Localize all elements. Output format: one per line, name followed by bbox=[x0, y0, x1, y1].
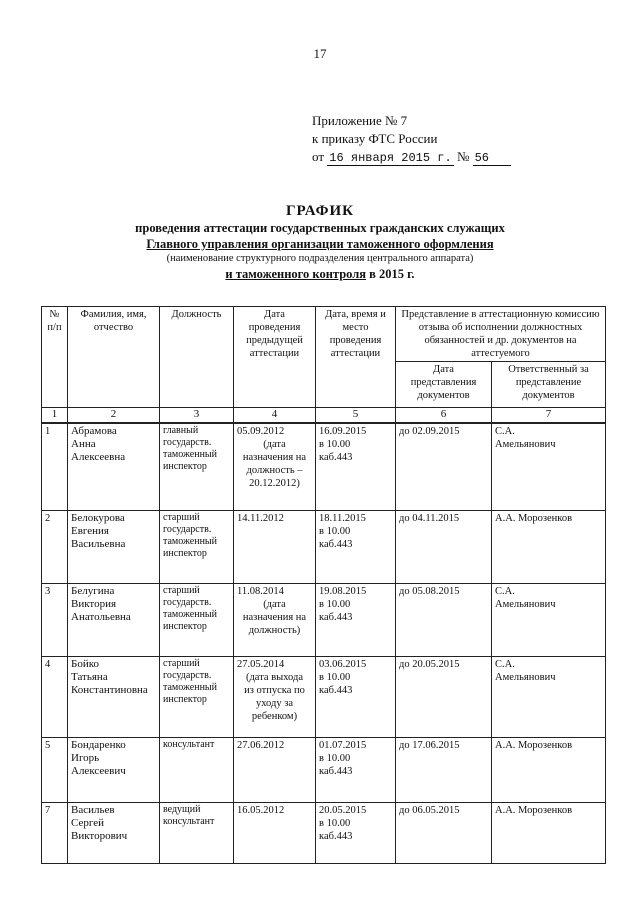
table-row bbox=[42, 803, 606, 864]
employee-position bbox=[160, 803, 234, 864]
column-number-cell: 6 bbox=[396, 408, 492, 424]
employee-name-line: Алексеевич bbox=[71, 765, 126, 777]
employee-position-line: старший bbox=[163, 512, 200, 523]
column-number-cell: 3 bbox=[160, 408, 234, 424]
employee-position bbox=[160, 423, 234, 511]
employee-position-line: главный bbox=[163, 425, 199, 436]
attestation-date-place-line: каб.443 bbox=[319, 831, 353, 842]
previous-attestation-line: 27.06.2012 bbox=[237, 740, 285, 751]
header-datetime-place: Дата, время и место проведения аттестации bbox=[316, 307, 396, 408]
documents-deadline: до 06.05.2015 bbox=[396, 803, 492, 864]
attestation-date-place bbox=[316, 584, 396, 657]
page-number: 17 bbox=[313, 46, 327, 61]
responsible-person bbox=[492, 584, 606, 657]
appendix-line2: к приказу ФТС России bbox=[312, 131, 438, 146]
employee-name-line: Игорь bbox=[71, 752, 100, 764]
responsible-person-line: Амельянович bbox=[495, 672, 556, 683]
previous-attestation-line: (дата bbox=[263, 599, 286, 610]
responsible-person-line: Амельянович bbox=[495, 439, 556, 450]
employee-position-line: государств. bbox=[163, 524, 212, 535]
employee-position bbox=[160, 657, 234, 738]
employee-position-line: таможенный bbox=[163, 682, 217, 693]
employee-name bbox=[68, 738, 160, 803]
previous-attestation-line: назначения на bbox=[242, 612, 307, 623]
responsible-person-line: А.А. Морозенков bbox=[495, 513, 573, 524]
previous-attestation-line: из отпуска по bbox=[244, 685, 305, 696]
employee-name-line: Абрамова bbox=[71, 425, 117, 437]
employee-position bbox=[160, 511, 234, 584]
documents-deadline: до 02.09.2015 bbox=[396, 423, 492, 511]
documents-deadline: до 04.11.2015 bbox=[396, 511, 492, 584]
previous-attestation bbox=[234, 803, 316, 864]
appendix-from-label: от bbox=[312, 149, 325, 164]
appendix-number-label: № bbox=[456, 149, 470, 164]
row-number: 3 bbox=[42, 584, 68, 657]
employee-position-line: государств. bbox=[163, 437, 212, 448]
appendix-line1: Приложение № 7 bbox=[312, 113, 408, 128]
employee-name-line: Константиновна bbox=[71, 684, 148, 696]
appendix-date: 16 января 2015 г. bbox=[329, 151, 452, 165]
previous-attestation-line: 20.12.2012) bbox=[249, 478, 300, 489]
employee-name-line: Белокурова bbox=[71, 512, 125, 524]
attestation-date-place-line: 20.05.2015 bbox=[319, 805, 367, 816]
previous-attestation-line: 14.11.2012 bbox=[237, 513, 284, 524]
employee-name bbox=[68, 511, 160, 584]
header-name: Фамилия, имя, отчество bbox=[68, 307, 160, 408]
previous-attestation-line: (дата bbox=[263, 439, 286, 450]
column-number-cell: 5 bbox=[316, 408, 396, 424]
employee-position-line: инспектор bbox=[163, 548, 207, 559]
employee-position-line: таможенный bbox=[163, 536, 217, 547]
title-line4-part2: в 2015 г. bbox=[366, 267, 415, 281]
employee-position-line: ведущий bbox=[163, 804, 201, 815]
column-number-cell: 7 bbox=[492, 408, 606, 424]
previous-attestation-line: назначения на bbox=[242, 452, 307, 463]
previous-attestation bbox=[234, 584, 316, 657]
employee-name-line: Васильев bbox=[71, 804, 115, 816]
employee-name-line: Алексеевна bbox=[71, 451, 126, 463]
title-heading: ГРАФИК bbox=[285, 203, 355, 219]
header-num: № п/п bbox=[42, 307, 68, 408]
column-number-cell: 1 bbox=[42, 408, 68, 424]
employee-position-line: инспектор bbox=[163, 461, 207, 472]
employee-position bbox=[160, 584, 234, 657]
column-number-cell: 2 bbox=[68, 408, 160, 424]
employee-position-line: старший bbox=[163, 585, 200, 596]
attestation-date-place bbox=[316, 511, 396, 584]
previous-attestation-line: 27.05.2014 bbox=[237, 659, 285, 670]
responsible-person-line: С.А. bbox=[495, 659, 515, 670]
attestation-date-place-line: 18.11.2015 bbox=[319, 513, 366, 524]
previous-attestation-line: 16.05.2012 bbox=[237, 805, 285, 816]
column-number-cell: 4 bbox=[234, 408, 316, 424]
previous-attestation bbox=[234, 657, 316, 738]
attestation-date-place-line: каб.443 bbox=[319, 452, 353, 463]
responsible-person-line: А.А. Морозенков bbox=[495, 805, 573, 816]
table-row bbox=[42, 584, 606, 657]
attestation-date-place-line: каб.443 bbox=[319, 766, 353, 777]
header-row bbox=[42, 307, 606, 362]
employee-name-line: Виктория bbox=[71, 598, 117, 610]
employee-position bbox=[160, 738, 234, 803]
previous-attestation-line: 11.08.2014 bbox=[237, 586, 284, 597]
document-title bbox=[0, 203, 640, 282]
attestation-date-place bbox=[316, 657, 396, 738]
attestation-date-place-line: в 10.00 bbox=[319, 818, 351, 829]
employee-position-line: инспектор bbox=[163, 694, 207, 705]
title-line3: (наименование структурного подразделения центрального аппарата) bbox=[166, 253, 474, 264]
employee-position-line: старший bbox=[163, 658, 200, 669]
attestation-date-place-line: в 10.00 bbox=[319, 753, 351, 764]
employee-name-line: Викторович bbox=[71, 830, 128, 842]
employee-name bbox=[68, 423, 160, 511]
table-row bbox=[42, 657, 606, 738]
previous-attestation-line: (дата выхода bbox=[245, 672, 304, 683]
employee-name-line: Анатольевна bbox=[71, 611, 131, 623]
appendix-number: 56 bbox=[473, 151, 511, 166]
title-line2: Главного управления организации таможенного оформления bbox=[146, 237, 494, 251]
title-line4-part1: и таможенного контроля bbox=[225, 267, 367, 281]
responsible-person-line: С.А. bbox=[495, 586, 515, 597]
employee-name-line: Белугина bbox=[71, 585, 115, 597]
documents-deadline: до 05.08.2015 bbox=[396, 584, 492, 657]
responsible-person-line: Амельянович bbox=[495, 599, 556, 610]
employee-position-line: государств. bbox=[163, 597, 212, 608]
attestation-date-place-line: в 10.00 bbox=[319, 439, 351, 450]
row-number: 4 bbox=[42, 657, 68, 738]
employee-name bbox=[68, 803, 160, 864]
attestation-date-place bbox=[316, 803, 396, 864]
employee-position-line: таможенный bbox=[163, 449, 217, 460]
title-line1: проведения аттестации государственных гражданских служащих bbox=[135, 221, 505, 235]
header-prev-date: Дата проведения предыдущей аттестации bbox=[234, 307, 316, 408]
employee-name-line: Васильевна bbox=[71, 538, 126, 550]
row-number: 7 bbox=[42, 803, 68, 864]
responsible-person bbox=[492, 423, 606, 511]
appendix-line3 bbox=[312, 148, 511, 167]
attestation-date-place-line: каб.443 bbox=[319, 612, 353, 623]
employee-position-line: консультант bbox=[163, 816, 215, 827]
attestation-date-place-line: в 10.00 bbox=[319, 599, 351, 610]
attestation-date-place-line: 01.07.2015 bbox=[319, 740, 367, 751]
previous-attestation-line: 05.09.2012 bbox=[237, 426, 285, 437]
attestation-date-place-line: 19.08.2015 bbox=[319, 586, 367, 597]
appendix-block bbox=[312, 112, 511, 167]
table-row bbox=[42, 511, 606, 584]
previous-attestation-line: уходу за bbox=[255, 698, 294, 709]
attestation-date-place-line: в 10.00 bbox=[319, 672, 351, 683]
employee-position-line: консультант bbox=[163, 739, 215, 750]
employee-name-line: Бойко bbox=[71, 658, 99, 670]
previous-attestation bbox=[234, 511, 316, 584]
previous-attestation bbox=[234, 423, 316, 511]
responsible-person bbox=[492, 511, 606, 584]
attestation-date-place bbox=[316, 738, 396, 803]
attestation-date-place-line: в 10.00 bbox=[319, 526, 351, 537]
header-responsible: Ответственный за представление документов bbox=[492, 362, 606, 408]
responsible-person-line: С.А. bbox=[495, 426, 515, 437]
documents-deadline: до 17.06.2015 bbox=[396, 738, 492, 803]
responsible-person-line: А.А. Морозенков bbox=[495, 740, 573, 751]
employee-position-line: таможенный bbox=[163, 609, 217, 620]
employee-name-line: Евгения bbox=[71, 525, 109, 537]
header-doc-date: Дата представления документов bbox=[396, 362, 492, 408]
header-representation: Представление в аттестационную комиссию отзыва об исполнении должностных обязанностей и др. документов на аттестуемого bbox=[396, 307, 606, 362]
previous-attestation bbox=[234, 738, 316, 803]
employee-position-line: инспектор bbox=[163, 621, 207, 632]
employee-name bbox=[68, 657, 160, 738]
table-row bbox=[42, 738, 606, 803]
documents-deadline: до 20.05.2015 bbox=[396, 657, 492, 738]
attestation-date-place-line: каб.443 bbox=[319, 539, 353, 550]
employee-name bbox=[68, 584, 160, 657]
employee-name-line: Татьяна bbox=[71, 671, 108, 683]
row-number: 1 bbox=[42, 423, 68, 511]
previous-attestation-line: ребенком) bbox=[251, 711, 298, 722]
previous-attestation-line: должность – bbox=[246, 465, 303, 476]
employee-name-line: Сергей bbox=[71, 817, 104, 829]
attestation-date-place-line: 03.06.2015 bbox=[319, 659, 367, 670]
employee-name-line: Анна bbox=[71, 438, 96, 450]
table-row bbox=[42, 423, 606, 511]
attestation-date-place-line: каб.443 bbox=[319, 685, 353, 696]
previous-attestation-line: должность) bbox=[248, 625, 301, 636]
responsible-person bbox=[492, 803, 606, 864]
responsible-person bbox=[492, 738, 606, 803]
attestation-date-place bbox=[316, 423, 396, 511]
row-number: 5 bbox=[42, 738, 68, 803]
header-position: Должность bbox=[160, 307, 234, 408]
column-number-row bbox=[42, 408, 606, 424]
employee-position-line: государств. bbox=[163, 670, 212, 681]
attestation-date-place-line: 16.09.2015 bbox=[319, 426, 367, 437]
row-number: 2 bbox=[42, 511, 68, 584]
schedule-table bbox=[41, 306, 606, 864]
employee-name-line: Бондаренко bbox=[71, 739, 126, 751]
responsible-person bbox=[492, 657, 606, 738]
